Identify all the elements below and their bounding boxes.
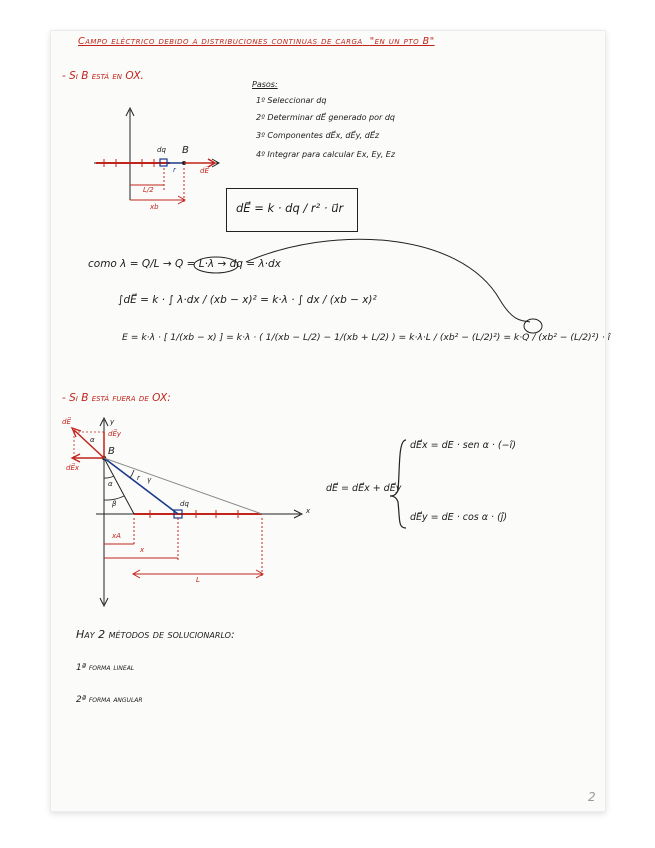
dE2-label: dE⃗: [62, 418, 71, 426]
xA-label: xA: [112, 532, 121, 540]
alpha-bottom-label: α: [108, 480, 113, 488]
page-title: Campo eléctrico debido a distribuciones continuas de carga "en un pto B": [78, 36, 435, 47]
dE-label: dE⃗: [200, 167, 209, 175]
steps-title: Pasos:: [252, 80, 278, 89]
decomp-y: dE⃗y = dE · cos α · (ĵ): [410, 512, 508, 523]
page-number: 2: [588, 790, 596, 804]
dEx-label: dE⃗x: [66, 464, 80, 472]
y-axis-label: y: [110, 418, 115, 426]
section1-heading: - Si B está en OX.: [62, 70, 144, 82]
step-4: 4º Integrar para calcular Ex, Ey, Ez: [256, 150, 396, 159]
r-label: r: [173, 166, 176, 174]
xb-label: xb: [150, 203, 159, 211]
gamma-label: γ: [147, 476, 152, 484]
section2-heading: - Si B está fuera de OX:: [62, 392, 171, 404]
alpha-top-label: α: [90, 436, 95, 444]
L2-label: L/2: [143, 186, 154, 194]
dEy-label: dE⃗y: [108, 430, 122, 438]
method-1: 1ª forma lineal: [76, 663, 135, 673]
B-label: B: [182, 145, 189, 156]
step-3: 3º Componentes dE⃗x, dE⃗y, dE⃗z: [256, 131, 380, 140]
beta-label: β: [112, 500, 117, 508]
methods-heading: Hay 2 métodos de solucionarlo:: [76, 628, 235, 641]
method-2: 2ª forma angular: [76, 695, 143, 705]
L-label: L: [196, 576, 200, 584]
x-axis-label: x: [306, 507, 311, 515]
r2-label: r: [137, 474, 140, 482]
B2-label: B: [108, 446, 115, 457]
step-2: 2º Determinar dE⃗ generado por dq: [256, 113, 395, 122]
step-1: 1º Seleccionar dq: [256, 96, 327, 105]
boxed-formula: dE⃗ = k · dq / r² · u⃗r: [236, 201, 344, 215]
integral-line: ∫dE⃗ = k · ∫ λ·dx / (xb − x)² = k·λ · ∫ dx / (xb − x)²: [118, 294, 377, 306]
result-line: E = k·λ · [ 1/(xb − x) ] = k·λ · ( 1/(xb − L/2) − 1/(xb + L/2) ) = k·λ·L / (xb² − (L/2)²) = k·Q / (xb² − (L/2)²) · î: [122, 332, 611, 343]
como-line: como λ = Q/L → Q = L·λ → dq = λ·dx: [88, 258, 281, 270]
dq2-label: dq: [180, 500, 189, 508]
decomp-main: dE⃗ = dE⃗x + dE⃗y: [326, 483, 402, 494]
dq-label: dq: [157, 146, 166, 154]
decomp-x: dE⃗x = dE · sen α · (−î): [410, 440, 516, 451]
xx-label: x: [140, 546, 145, 554]
